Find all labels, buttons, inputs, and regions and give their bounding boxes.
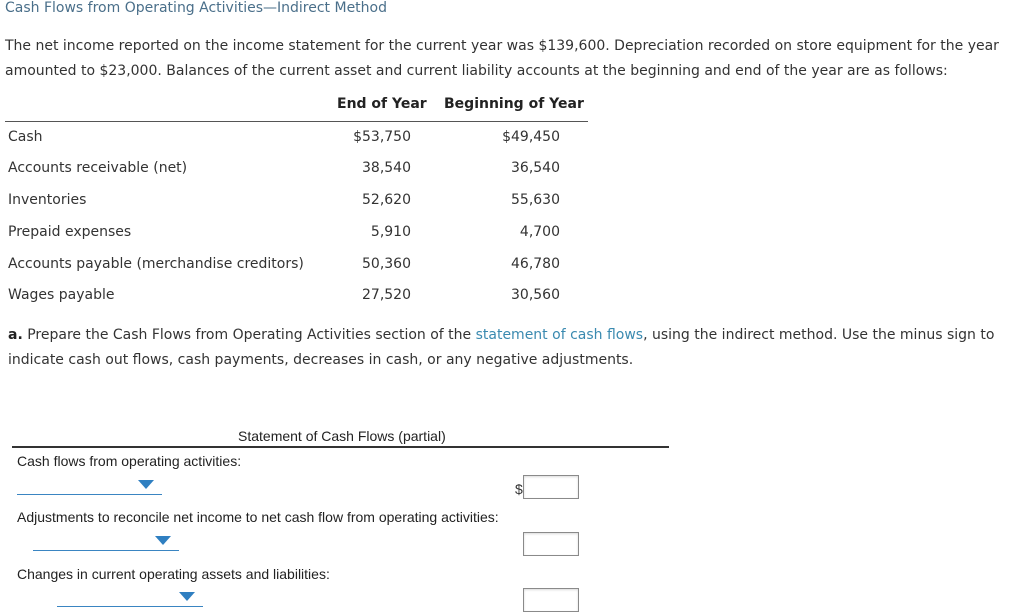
changes-label: Changes in current operating assets and liabilities: (17, 566, 330, 582)
problem-intro: The net income reported on the income statement for the current year was $139,600. Depreciation recorded on store equipment for the year amounted to $23,000. Balances of the current asset and current liability accounts at the beginning and end of the year are as follows: (5, 38, 999, 79)
adjustment-item-dropdown[interactable] (33, 530, 179, 551)
statement-of-cash-flows-link[interactable]: statement of cash flows (475, 327, 644, 343)
table-row (8, 160, 588, 180)
question-text-after: , using the indirect method. Use the minus sign to indicate cash out flows, cash payments, decreases in cash, or any negative adjustments. (8, 327, 995, 368)
row-beginning-value: $49,450 (502, 129, 560, 145)
row-beginning-value: 30,560 (511, 287, 560, 303)
question-a (8, 323, 1013, 373)
table-header-rule (5, 121, 588, 122)
question-text-before: Prepare the Cash Flows from Operating Activities section of the (27, 327, 472, 343)
row-label: Cash (8, 129, 43, 145)
row-label: Inventories (8, 192, 87, 208)
header-end-of-year: End of Year (337, 96, 427, 112)
row-end-value: 5,910 (370, 224, 411, 240)
row-beginning-value: 36,540 (511, 160, 560, 176)
row-end-value: 50,360 (362, 256, 411, 272)
row-beginning-value: 55,630 (511, 192, 560, 208)
change-item-dropdown[interactable] (57, 586, 203, 607)
operating-activities-label: Cash flows from operating activities: (17, 453, 242, 469)
change-amount-input[interactable] (523, 588, 579, 612)
row-label: Accounts payable (merchandise creditors) (8, 256, 304, 272)
table-row (8, 224, 588, 244)
table-row (8, 287, 588, 307)
table-row (8, 256, 588, 276)
net-income-amount-input[interactable] (523, 475, 579, 499)
operating-item-dropdown[interactable] (17, 474, 162, 495)
adjustments-label: Adjustments to reconcile net income to net cash flow from operating activities: (17, 509, 499, 525)
row-end-value: 38,540 (362, 160, 411, 176)
page-title: Cash Flows from Operating Activities—Indirect Method (5, 0, 387, 16)
row-end-value: 52,620 (362, 192, 411, 208)
row-label: Accounts receivable (net) (8, 160, 188, 176)
row-beginning-value: 46,780 (511, 256, 560, 272)
caret-down-icon (179, 592, 195, 601)
row-label: Prepaid expenses (8, 224, 132, 240)
statement-title: Statement of Cash Flows (partial) (238, 428, 446, 444)
header-beginning-of-year: Beginning of Year (444, 96, 584, 112)
row-end-value: $53,750 (353, 129, 411, 145)
table-row (8, 192, 588, 212)
caret-down-icon (155, 536, 171, 545)
table-row (8, 129, 588, 149)
row-beginning-value: 4,700 (519, 224, 560, 240)
question-letter: a. (8, 327, 23, 343)
row-end-value: 27,520 (362, 287, 411, 303)
statement-title-rule (12, 446, 669, 448)
currency-symbol: $ (515, 481, 523, 497)
caret-down-icon (138, 480, 154, 489)
row-label: Wages payable (8, 287, 115, 303)
adjustment-amount-input[interactable] (523, 532, 579, 556)
